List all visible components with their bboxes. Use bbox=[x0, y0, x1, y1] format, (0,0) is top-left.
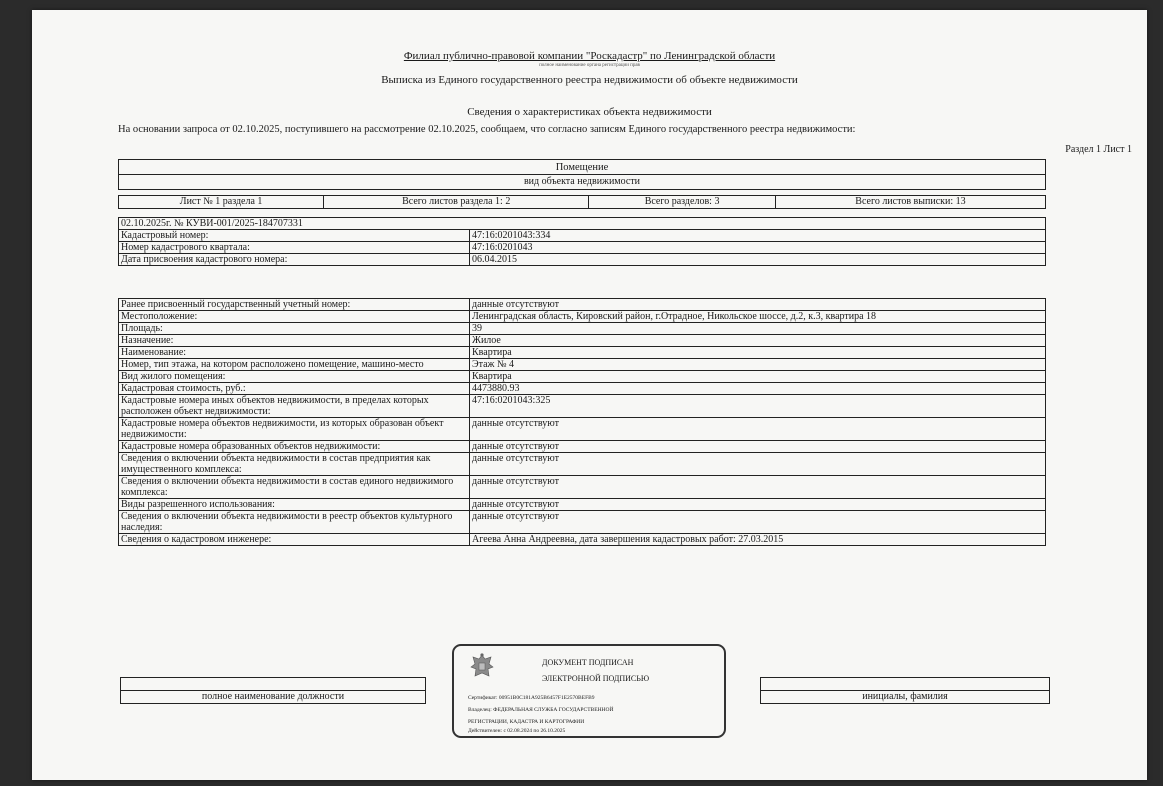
row-label: Кадастровый номер: bbox=[119, 230, 470, 242]
row-label: Сведения о включении объекта недвижимости в состав единого недвижимого комплекса: bbox=[119, 476, 470, 499]
initials-cell bbox=[761, 678, 1050, 691]
initials-caption: инициалы, фамилия bbox=[761, 691, 1050, 704]
table-row bbox=[119, 383, 1046, 395]
row-label: Наименование: bbox=[119, 347, 470, 359]
properties-table bbox=[118, 298, 1046, 546]
row-value: данные отсутствуют bbox=[470, 511, 1046, 534]
stamp-owner-cont: РЕГИСТРАЦИИ, КАДАСТРА И КАРТОГРАФИИ bbox=[468, 719, 585, 725]
row-value: данные отсутствуют bbox=[470, 453, 1046, 476]
table-row bbox=[119, 299, 1046, 311]
row-label: Виды разрешенного использования: bbox=[119, 499, 470, 511]
row-value: Жилое bbox=[470, 335, 1046, 347]
object-kind-caption: вид объекта недвижимости bbox=[118, 175, 1046, 190]
stamp-subtitle: ЭЛЕКТРОННОЙ ПОДПИСЬЮ bbox=[542, 674, 650, 683]
organization-caption: полное наименование органа регистрации прав bbox=[539, 63, 640, 68]
table-row bbox=[119, 453, 1046, 476]
row-value: Ленинградская область, Кировский район, г.Отрадное, Никольское шоссе, д.2, к.3, квартира 18 bbox=[470, 311, 1046, 323]
row-label: Ранее присвоенный государственный учетный номер: bbox=[119, 299, 470, 311]
row-value: 4473880.93 bbox=[470, 383, 1046, 395]
row-value: Квартира bbox=[470, 347, 1046, 359]
row-label: Местоположение: bbox=[119, 311, 470, 323]
table-row bbox=[119, 359, 1046, 371]
row-label: Дата присвоения кадастрового номера: bbox=[119, 254, 470, 266]
row-value: данные отсутствуют bbox=[470, 499, 1046, 511]
stamp-certificate: Сертификат: 00951B0C181A925B6457F1E2570BEFB9 bbox=[468, 695, 595, 701]
stamp-title: ДОКУМЕНТ ПОДПИСАН bbox=[542, 658, 634, 667]
table-row bbox=[119, 335, 1046, 347]
row-label: Сведения о кадастровом инженере: bbox=[119, 534, 470, 546]
table-row bbox=[119, 311, 1046, 323]
row-label: Сведения о включении объекта недвижимости в реестр объектов культурного наследия: bbox=[119, 511, 470, 534]
row-value: данные отсутствуют bbox=[470, 476, 1046, 499]
table-row bbox=[119, 371, 1046, 383]
document-page bbox=[32, 10, 1147, 780]
registration-table bbox=[118, 217, 1046, 266]
table-row bbox=[119, 395, 1046, 418]
row-value: Этаж № 4 bbox=[470, 359, 1046, 371]
row-label: Вид жилого помещения: bbox=[119, 371, 470, 383]
table-row bbox=[119, 418, 1046, 441]
row-value: 06.04.2015 bbox=[470, 254, 1046, 266]
document-number: 02.10.2025г. № КУВИ-001/2025-184707331 bbox=[119, 218, 1046, 230]
row-value: Агеева Анна Андреевна, дата завершения кадастровых работ: 27.03.2015 bbox=[470, 534, 1046, 546]
section-title: Сведения о характеристиках объекта недвижимости bbox=[467, 106, 712, 118]
object-type: Помещение bbox=[118, 159, 1046, 175]
extract-sheet-count: Всего листов выписки: 13 bbox=[775, 196, 1045, 209]
position-cell bbox=[121, 678, 426, 691]
row-value: данные отсутствуют bbox=[470, 441, 1046, 453]
row-label: Площадь: bbox=[119, 323, 470, 335]
sheet-info-table bbox=[118, 195, 1046, 209]
row-label: Номер кадастрового квартала: bbox=[119, 242, 470, 254]
sheet-number: Лист № 1 раздела 1 bbox=[119, 196, 324, 209]
stamp-owner: Владелец: ФЕДЕРАЛЬНАЯ СЛУЖБА ГОСУДАРСТВЕННОЙ bbox=[468, 707, 614, 713]
section-count: Всего разделов: 3 bbox=[589, 196, 776, 209]
table-row bbox=[119, 499, 1046, 511]
table-row bbox=[119, 511, 1046, 534]
table-row bbox=[119, 534, 1046, 546]
row-label: Сведения о включении объекта недвижимости в состав предприятия как имущественного комплекса: bbox=[119, 453, 470, 476]
row-label: Кадастровые номера иных объектов недвижимости, в пределах которых расположен объект недвижимости: bbox=[119, 395, 470, 418]
table-row bbox=[119, 323, 1046, 335]
table-row bbox=[119, 476, 1046, 499]
row-value: Квартира bbox=[470, 371, 1046, 383]
row-value: 47:16:0201043:334 bbox=[470, 230, 1046, 242]
position-caption: полное наименование должности bbox=[121, 691, 426, 704]
row-value: данные отсутствуют bbox=[470, 299, 1046, 311]
table-row bbox=[119, 242, 1046, 254]
row-label: Кадастровые номера образованных объектов недвижимости: bbox=[119, 441, 470, 453]
row-label: Кадастровые номера объектов недвижимости, из которых образован объект недвижимости: bbox=[119, 418, 470, 441]
row-label: Номер, тип этажа, на котором расположено помещение, машино-место bbox=[119, 359, 470, 371]
row-value: данные отсутствуют bbox=[470, 418, 1046, 441]
organization-name: Филиал публично-правовой компании "Роскадастр" по Ленинградской области bbox=[403, 50, 776, 62]
table-row bbox=[119, 441, 1046, 453]
table-row bbox=[119, 347, 1046, 359]
section-sheet-ref: Раздел 1 Лист 1 bbox=[1065, 144, 1132, 155]
extract-title: Выписка из Единого государственного реестра недвижимости об объекте недвижимости bbox=[381, 74, 798, 86]
stamp-validity: Действителен: с 02.08.2024 по 26.10.2025 bbox=[468, 728, 566, 734]
electronic-signature-stamp bbox=[452, 644, 726, 738]
coat-of-arms-icon bbox=[468, 652, 496, 682]
row-value: 39 bbox=[470, 323, 1046, 335]
row-value: 47:16:0201043 bbox=[470, 242, 1046, 254]
row-value: 47:16:0201043:325 bbox=[470, 395, 1046, 418]
basis-text: На основании запроса от 02.10.2025, поступившего на рассмотрение 02.10.2025, сообщаем, что согласно записям Единого государственного реестра недвижимости: bbox=[118, 124, 856, 135]
row-label: Кадастровая стоимость, руб.: bbox=[119, 383, 470, 395]
table-row bbox=[119, 254, 1046, 266]
row-label: Назначение: bbox=[119, 335, 470, 347]
section-sheet-count: Всего листов раздела 1: 2 bbox=[324, 196, 589, 209]
table-row bbox=[119, 230, 1046, 242]
